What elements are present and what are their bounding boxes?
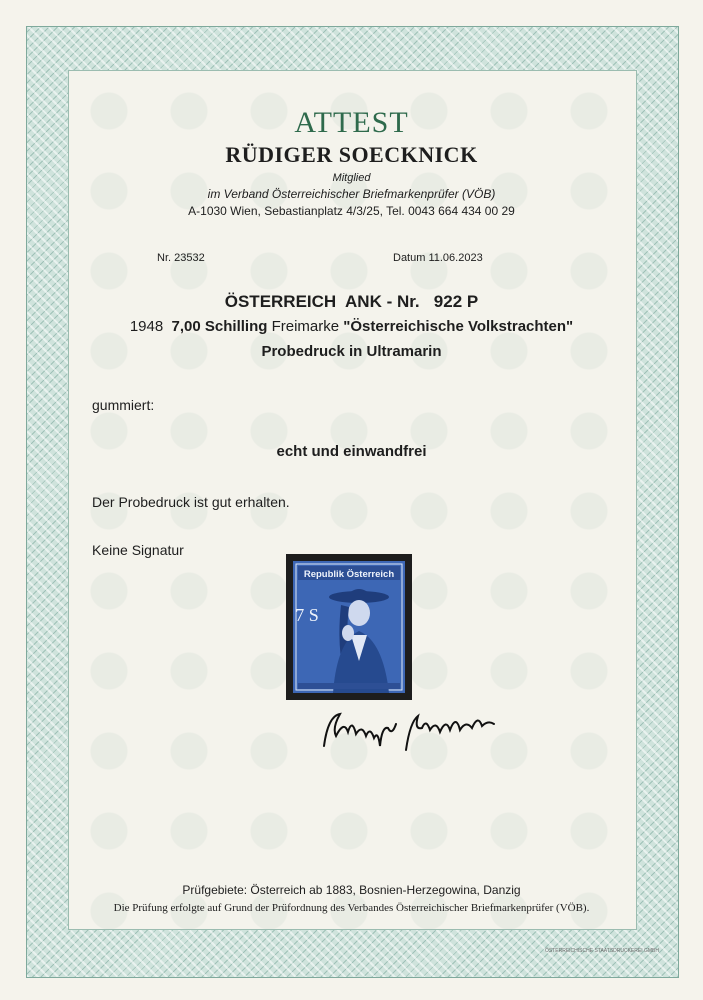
catalog-heading: ÖSTERREICH ANK - Nr. 922 P — [224, 292, 479, 311]
examiner-name: RÜDIGER SOECKNICK — [225, 142, 478, 167]
certificate-title: ATTEST — [294, 106, 409, 139]
membership-text: Mitglied — [332, 172, 371, 184]
face-value: 7,00 Schilling — [171, 318, 268, 335]
stamp-bottom-bar — [298, 683, 400, 689]
stamp-face — [348, 600, 370, 626]
association-text: im Verband Österreichischer Briefmarkenprüfer (VÖB) — [207, 187, 496, 201]
signature-stroke-2 — [406, 716, 494, 750]
stamp-description — [0, 318, 703, 335]
issue-year: 1948 — [129, 318, 164, 335]
condition-text: Der Probedruck ist gut erhalten. — [92, 494, 290, 510]
gum-label: gummiert: — [92, 397, 155, 413]
certificate-number: Nr. 23532 — [157, 252, 205, 264]
stamp-image — [293, 561, 405, 693]
examination-areas: Prüfgebiete: Österreich ab 1883, Bosnien-Herzegowina, Danzig — [182, 883, 521, 897]
signature-note: Keine Signatur — [92, 542, 184, 558]
print-variant: Probedruck in Ultramarin — [261, 343, 442, 360]
certificate-date: Datum 11.06.2023 — [393, 252, 483, 264]
examiner-signature — [318, 706, 498, 756]
stamp-hand — [342, 625, 354, 641]
address-text: A-1030 Wien, Sebastianplatz 4/3/25, Tel. 0043 664 434 00 29 — [188, 204, 515, 218]
examination-regulation: Die Prüfung erfolgte auf Grund der Prüfordnung des Verbandes Österreichischer Briefmarkenprüfer (VÖB). — [113, 902, 590, 914]
printer-imprint: ÖSTERREICHISCHE STAATSDRUCKEREI GMBH — [545, 948, 659, 954]
stamp-type: Freimarke — [271, 318, 340, 335]
stamp-series: "Österreichische Volkstrachten" — [343, 318, 574, 335]
signature-stroke-1 — [324, 714, 396, 746]
stamp-value-text: 7 S — [295, 605, 319, 625]
stamp-country-text: Republik Österreich — [303, 569, 395, 580]
verdict-text: echt und einwandfrei — [276, 443, 427, 460]
